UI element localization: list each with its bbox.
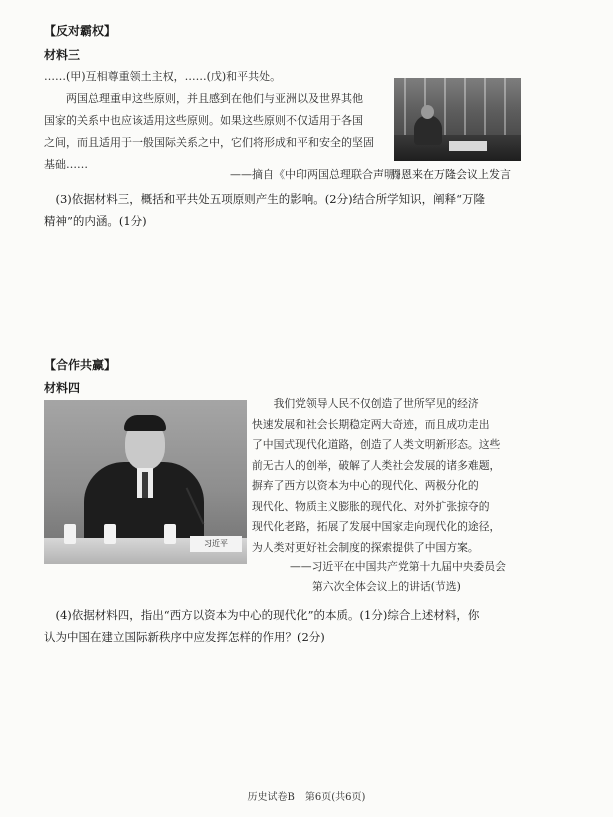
- section-title-cooperation: 【合作共赢】: [44, 358, 117, 372]
- material-3-line: 基础……: [44, 158, 88, 171]
- material-3-line: 国家的关系中也应该适用这些原则。如果这些原则不仅适用于各国: [44, 114, 363, 127]
- question-4: [44, 604, 584, 648]
- xi-jinping-photo: [44, 400, 247, 564]
- material-3-line: 两国总理重申这些原则，并且感到在他们与亚洲以及世界其他: [66, 92, 363, 105]
- photo-caption: 周恩来在万隆会议上发言: [390, 168, 511, 181]
- material-4-source: [290, 557, 506, 597]
- material-4-line: 快速发展和社会长期稳定两大奇迹，而且成功走出: [252, 417, 490, 431]
- question-4-line: (4)依据材料四，指出“西方以资本为中心的现代化”的本质。(1分)综合上述材料，你: [55, 608, 480, 622]
- material-4-line: 为人类对更好社会制度的探索提供了中国方案。: [252, 540, 479, 554]
- material-3-line: 之间，而且适用于一般国际关系之中，它们将形成和平和安全的坚固: [44, 136, 374, 149]
- material-3-title: 材料三: [44, 48, 81, 62]
- page-footer: 历史试卷B 第6页(共6页): [247, 792, 366, 803]
- material-3-source: ——摘自《中印两国总理联合声明》: [230, 168, 406, 181]
- material-4-source-line: ——习近平在中国共产党第十九届中央委员会: [290, 560, 506, 573]
- material-4-line: 了中国式现代化道路，创造了人类文明新形态。这些: [252, 438, 501, 451]
- section-title-anti-hegemony: 【反对霸权】: [44, 24, 117, 38]
- question-3: [44, 188, 584, 232]
- material-4-source-line: 第六次全体会议上的讲话(节选): [312, 580, 461, 593]
- material-4-line: 现代化、物质主义膨胀的现代化、对外扩张掠夺的: [252, 499, 490, 513]
- material-4-line: 我们党领导人民不仅创造了世所罕见的经济: [273, 397, 479, 410]
- zhou-enlai-photo: [394, 78, 521, 161]
- material-4-line: 现代化老路，拓展了发展中国家走向现代化的途径，: [252, 520, 501, 533]
- question-3-line: (3)依据材料三，概括和平共处五项原则产生的影响。(2分)结合所学知识，阐释“万隆: [55, 192, 485, 206]
- material-4-line: 前无古人的创举，破解了人类社会发展的诸多难题，: [252, 458, 501, 472]
- nameplate: 习近平: [190, 536, 242, 552]
- material-3-line: ……(甲)互相尊重领土主权，……(戊)和平共处。: [44, 70, 282, 83]
- material-3-text: [44, 66, 384, 176]
- material-4-text: [252, 394, 572, 558]
- question-3-line: 精神”的内涵。(1分): [44, 214, 147, 228]
- material-4-title: 材料四: [44, 381, 81, 395]
- question-4-line: 认为中国在建立国际新秩序中应发挥怎样的作用？(2分): [44, 630, 325, 644]
- material-4-line: 摒弃了西方以资本为中心的现代化、两极分化的: [252, 479, 479, 492]
